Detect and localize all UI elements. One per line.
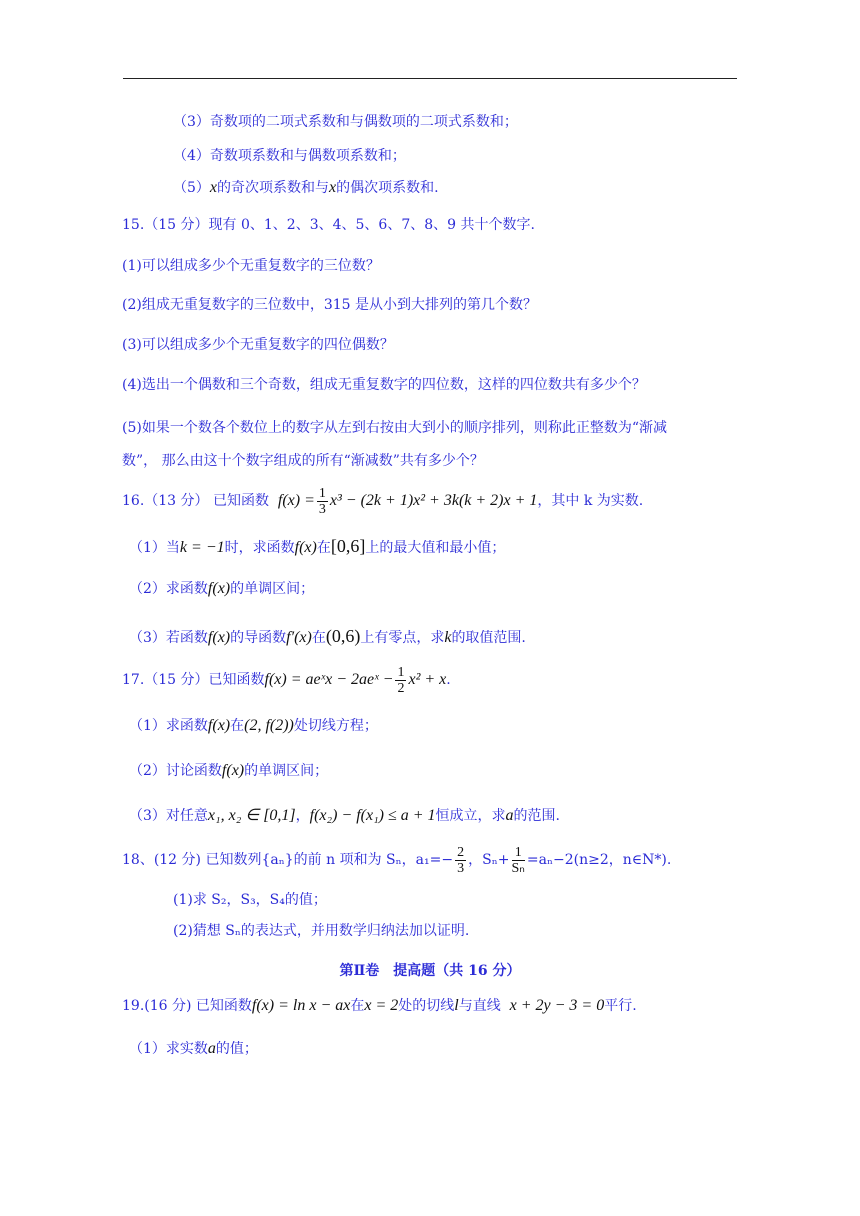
q18-item-1: (1)求 S₂，S₃，S₄的值； — [173, 892, 327, 908]
fraction-one-half: $\frac{1}{2}$ — [397, 664, 405, 696]
q16-item-2: （2）求函数f(x)的单调区间； — [129, 580, 315, 597]
q14-item-4: （4）奇数项系数和与偶数项系数和； — [173, 148, 406, 164]
q16-heading: 16.（13 分） 已知函数 f(x) = $\frac{1}{3}$ x³ − (2k + 1)x² + 3k(k + 2)x + 1，其中 k 为实数. — [122, 485, 644, 517]
q14-item-3: （3）奇数项的二项式系数和与偶数项的二项式系数和； — [173, 114, 518, 130]
q15-item-4: (4)选出一个偶数和三个奇数，组成无重复数字的四位数，这样的四位数共有多少个？ — [122, 377, 646, 393]
q15-item-5-line1: (5)如果一个数各个数位上的数字从左到右按由大到小的顺序排列，则称此正整数为“渐减 — [122, 420, 667, 436]
q17-item-2: （2）讨论函数f(x)的单调区间； — [129, 762, 329, 779]
q15-heading: 15.（15 分）现有 0、1、2、3、4、5、6、7、8、9 共十个数字. — [122, 217, 535, 233]
fraction-one-third: $\frac{1}{3}$ — [318, 485, 326, 517]
q15-item-1: (1)可以组成多少个无重复数字的三位数？ — [122, 258, 380, 274]
q18-heading: 18、(12 分) 已知数列{aₙ}的前 n 项和为 Sₙ，a₁=− $\frac{2}{3}$ ，Sₙ+ $\frac{1}{\text{Sₙ}}$ =aₙ−2(n≥2，n∈N*). — [122, 844, 672, 876]
q19-heading: 19.(16 分) 已知函数f(x) = ln x − ax在x = 2处的切线l与直线 x + 2y − 3 = 0平行. — [122, 997, 637, 1014]
q17-item-3: （3）对任意x₁, x₂ ∈ [0,1]，f(x₂) − f(x₁) ≤ a + 1恒成立，求a的范围. — [129, 807, 560, 824]
q17-heading: 17.（15 分）已知函数f(x) = aeˣx − 2aeˣ − $\frac{1}{2}$ x² + x. — [122, 664, 451, 696]
q16-item-3: （3）若函数f(x)的导函数f′(x)在(0,6)上有零点，求k的取值范围. — [129, 626, 526, 646]
fraction-one-over-sn: $\frac{1}{\text{Sₙ}}$ — [511, 844, 525, 876]
q19-item-1: （1）求实数a的值； — [129, 1040, 258, 1057]
q18-item-2: (2)猜想 Sₙ的表达式，并用数学归纳法加以证明. — [173, 923, 470, 939]
q15-item-3: (3)可以组成多少个无重复数字的四位偶数？ — [122, 337, 394, 353]
q17-item-1: （1）求函数f(x)在(2, f(2))处切线方程； — [129, 717, 378, 734]
fraction-two-thirds: $\frac{2}{3}$ — [457, 844, 465, 876]
q14-item-5: （5）x的奇次项系数和与x的偶次项系数和. — [173, 179, 439, 196]
q15-item-2: (2)组成无重复数字的三位数中，315 是从小到大排列的第几个数？ — [122, 297, 538, 313]
section-title: 第Ⅱ卷 提高题（共 16 分） — [339, 963, 521, 979]
q16-item-1: （1）当k = −1时，求函数f(x)在[0,6]上的最大值和最小值； — [129, 536, 506, 556]
q15-item-5-line2: 数”， 那么由这十个数字组成的所有“渐减数”共有多少个？ — [122, 453, 484, 469]
header-rule — [123, 78, 737, 79]
